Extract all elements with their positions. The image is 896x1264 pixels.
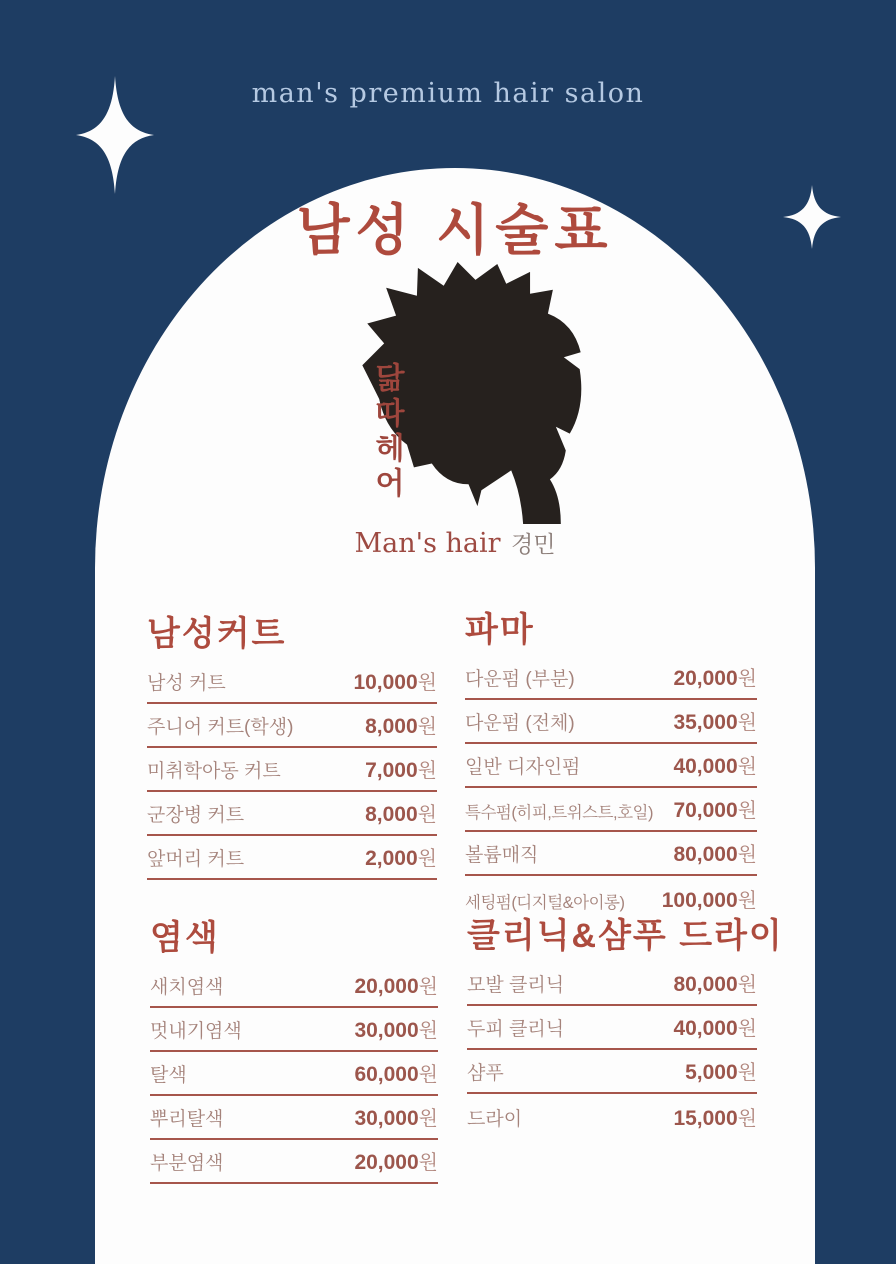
price-number: 80,000 [673, 973, 738, 996]
menu-item-row [147, 748, 437, 792]
price-number: 20,000 [673, 667, 738, 690]
item-label: 드라이 [467, 1109, 523, 1130]
price-currency: 원 [737, 712, 757, 734]
item-label: 군장병 커트 [147, 805, 245, 826]
menu-item-row [465, 656, 757, 700]
item-label: 남성 커트 [147, 673, 226, 694]
price-number: 40,000 [673, 755, 738, 778]
price-currency: 원 [418, 1108, 438, 1130]
menu-item-row [465, 832, 757, 876]
item-label: 부분염색 [150, 1153, 224, 1174]
salon-tagline: man's premium hair salon [251, 78, 645, 109]
menu-item-row [147, 704, 437, 748]
item-label: 미취학아동 커트 [147, 761, 281, 782]
item-price [673, 750, 757, 779]
item-price [353, 666, 437, 695]
item-label: 새치염색 [150, 977, 224, 998]
price-currency: 원 [737, 890, 757, 912]
price-number: 8,000 [365, 715, 418, 738]
menu-item-row [150, 1052, 438, 1096]
price-currency: 원 [417, 672, 437, 694]
section-dye [150, 916, 438, 1184]
item-price [673, 1102, 757, 1131]
price-currency: 원 [417, 716, 437, 738]
price-currency: 원 [417, 760, 437, 782]
price-currency: 원 [417, 804, 437, 826]
menu-item-row [147, 836, 437, 880]
menu-item-row [467, 1094, 757, 1138]
price-number: 70,000 [673, 799, 738, 822]
item-price [673, 968, 757, 997]
menu-item-row [147, 660, 437, 704]
item-price [365, 798, 437, 827]
item-label: 다운펌 (부분) [465, 669, 575, 690]
menu-item-row [467, 962, 757, 1006]
menu-item-row [465, 788, 757, 832]
price-currency: 원 [737, 974, 757, 996]
menu-card [95, 168, 815, 1264]
item-price [365, 754, 437, 783]
section-perm [465, 608, 757, 920]
price-number: 30,000 [354, 1019, 419, 1042]
price-currency: 원 [417, 848, 437, 870]
price-number: 40,000 [673, 1017, 738, 1040]
section-mens-cut [147, 612, 437, 880]
section-title: 파마 [465, 611, 535, 649]
item-label: 두피 클리닉 [467, 1019, 565, 1040]
menu-item-row [465, 700, 757, 744]
section-title: 남성커트 [147, 615, 287, 653]
price-number: 15,000 [673, 1107, 738, 1130]
price-currency: 원 [418, 1152, 438, 1174]
item-price [673, 1012, 757, 1041]
salon-name-vertical: 닮따헤어 [370, 362, 403, 502]
menu-item-row [150, 1096, 438, 1140]
menu-item-row [467, 1006, 757, 1050]
price-number: 5,000 [685, 1061, 738, 1084]
menu-title: 남성 시술표 [296, 199, 614, 261]
logo-caption [95, 526, 815, 559]
price-number: 100,000 [661, 889, 738, 912]
price-currency: 원 [418, 1064, 438, 1086]
item-label: 특수펌(히피,트위스트,호일) [465, 804, 653, 822]
price-currency: 원 [737, 1018, 757, 1040]
item-label: 주니어 커트(학생) [147, 717, 294, 738]
item-price [673, 838, 757, 867]
menu-item-row [150, 1008, 438, 1052]
price-number: 10,000 [353, 671, 418, 694]
price-currency: 원 [737, 1108, 757, 1130]
item-label: 멋내기염색 [150, 1021, 242, 1042]
menu-item-row [147, 792, 437, 836]
item-label: 앞머리 커트 [147, 849, 245, 870]
price-currency: 원 [737, 756, 757, 778]
item-price [354, 1146, 438, 1175]
item-price [673, 706, 757, 735]
item-price [354, 1102, 438, 1131]
item-label: 다운펌 (전체) [465, 713, 575, 734]
price-number: 30,000 [354, 1107, 419, 1130]
item-label: 일반 디자인펌 [465, 757, 581, 778]
salon-logo [353, 258, 589, 524]
item-price [662, 884, 757, 913]
menu-item-row [150, 964, 438, 1008]
price-number: 20,000 [354, 975, 419, 998]
price-number: 7,000 [365, 759, 418, 782]
item-label: 탈색 [150, 1065, 187, 1086]
price-currency: 원 [737, 844, 757, 866]
item-label: 뿌리탈색 [150, 1109, 224, 1130]
item-price [685, 1056, 757, 1085]
price-currency: 원 [418, 976, 438, 998]
item-price [673, 794, 757, 823]
item-price [673, 662, 757, 691]
section-clinic-shampoo [467, 914, 784, 1138]
price-number: 60,000 [354, 1063, 419, 1086]
price-number: 80,000 [673, 843, 738, 866]
section-title: 염색 [150, 919, 220, 957]
item-label: 볼륨매직 [465, 845, 539, 866]
item-price [365, 710, 437, 739]
item-label: 모발 클리닉 [467, 975, 565, 996]
menu-item-row [465, 744, 757, 788]
price-number: 2,000 [365, 847, 418, 870]
logo-caption-ko: 경민 [511, 531, 556, 557]
price-number: 35,000 [673, 711, 738, 734]
logo-caption-en: Man's hair [354, 528, 501, 559]
item-label: 세팅펌(디지털&아이롱) [465, 894, 625, 912]
item-price [354, 970, 438, 999]
menu-item-row [467, 1050, 757, 1094]
price-currency: 원 [737, 1062, 757, 1084]
price-number: 8,000 [365, 803, 418, 826]
item-price [354, 1014, 438, 1043]
price-currency: 원 [418, 1020, 438, 1042]
item-price [354, 1058, 438, 1087]
section-title: 클리닉&샴푸 드라이 [467, 917, 784, 955]
item-price [365, 842, 437, 871]
item-label: 샴푸 [467, 1063, 504, 1084]
price-currency: 원 [737, 800, 757, 822]
menu-item-row [150, 1140, 438, 1184]
sparkle-icon [76, 76, 154, 194]
price-number: 20,000 [354, 1151, 419, 1174]
price-currency: 원 [737, 668, 757, 690]
